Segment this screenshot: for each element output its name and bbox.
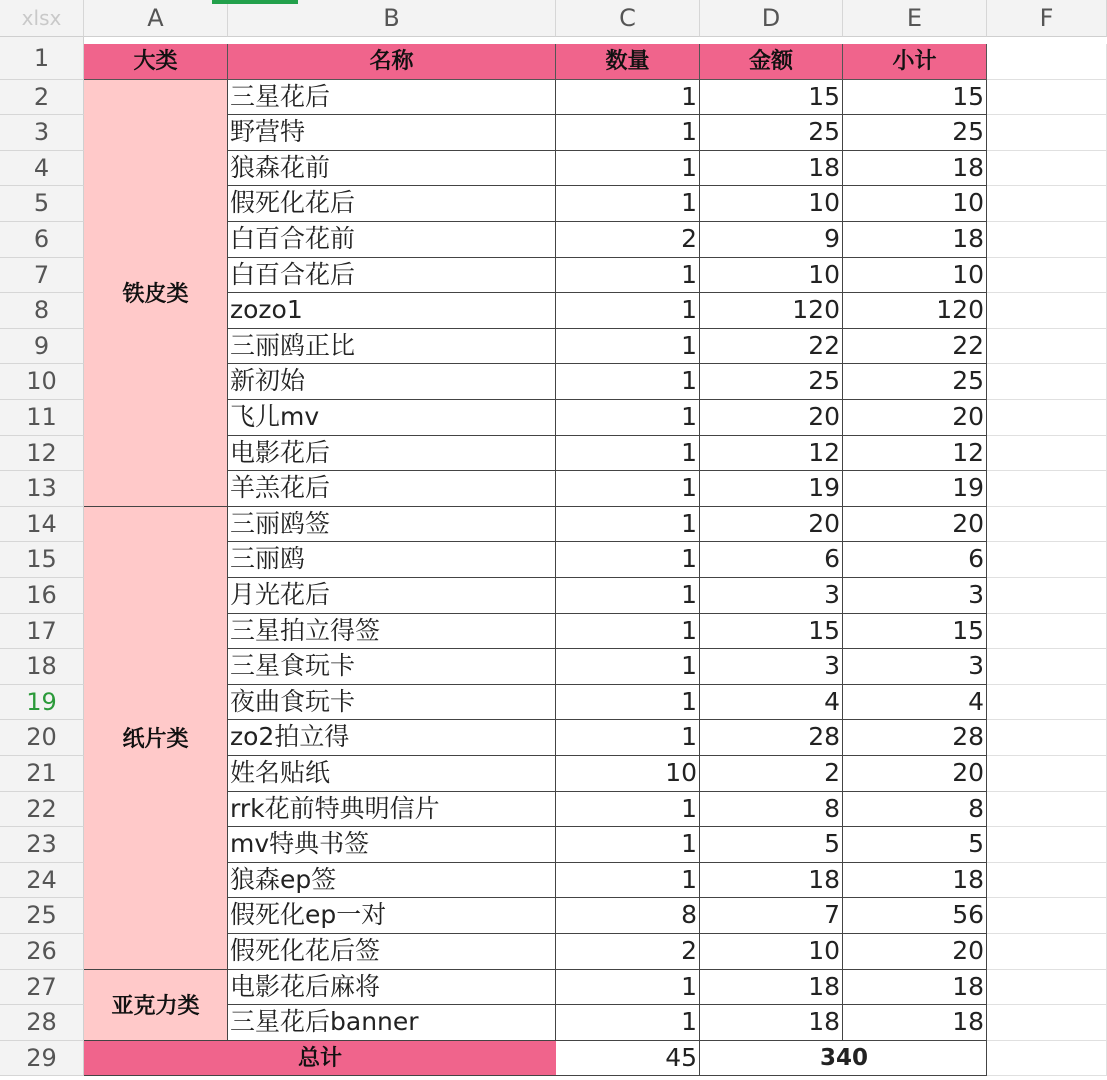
total-amount-cell[interactable]: 340: [700, 1041, 987, 1077]
total-label-cell[interactable]: 总计: [84, 1041, 556, 1077]
item-name-cell[interactable]: 新初始: [228, 364, 556, 400]
row-header-18[interactable]: 18: [0, 649, 84, 685]
qty-cell[interactable]: 1: [556, 186, 700, 222]
qty-cell[interactable]: 1: [556, 542, 700, 578]
row-header-22[interactable]: 22: [0, 792, 84, 828]
amount-cell[interactable]: 10: [700, 258, 843, 294]
total-qty-cell[interactable]: 45: [556, 1041, 700, 1077]
row-header-17[interactable]: 17: [0, 614, 84, 650]
empty-cell-F[interactable]: [987, 720, 1107, 756]
subtotal-cell[interactable]: 10: [843, 258, 987, 294]
subtotal-cell[interactable]: 3: [843, 578, 987, 614]
subtotal-cell[interactable]: 22: [843, 329, 987, 365]
row-header-8[interactable]: 8: [0, 293, 84, 329]
empty-cell-F[interactable]: [987, 507, 1107, 543]
row-header-15[interactable]: 15: [0, 542, 84, 578]
amount-cell[interactable]: 20: [700, 400, 843, 436]
empty-cell-F[interactable]: [987, 649, 1107, 685]
qty-cell[interactable]: 10: [556, 756, 700, 792]
column-header-E[interactable]: E: [843, 0, 987, 37]
subtotal-cell[interactable]: 8: [843, 792, 987, 828]
amount-cell[interactable]: 18: [700, 1005, 843, 1041]
row-header-5[interactable]: 5: [0, 186, 84, 222]
header-name[interactable]: 名称: [228, 44, 556, 80]
empty-cell-F[interactable]: [987, 614, 1107, 650]
qty-cell[interactable]: 1: [556, 863, 700, 899]
empty-cell-F[interactable]: [987, 863, 1107, 899]
row-header-29[interactable]: 29: [0, 1041, 84, 1077]
column-header-C[interactable]: C: [556, 0, 700, 37]
header-amount[interactable]: 金额: [700, 44, 843, 80]
qty-cell[interactable]: 1: [556, 685, 700, 721]
header-category[interactable]: 大类: [84, 44, 228, 80]
item-name-cell[interactable]: 电影花后: [228, 436, 556, 472]
qty-cell[interactable]: 1: [556, 507, 700, 543]
amount-cell[interactable]: 3: [700, 649, 843, 685]
qty-cell[interactable]: 2: [556, 222, 700, 258]
empty-cell-F[interactable]: [987, 827, 1107, 863]
qty-cell[interactable]: 1: [556, 115, 700, 151]
amount-cell[interactable]: 25: [700, 364, 843, 400]
subtotal-cell[interactable]: 19: [843, 471, 987, 507]
item-name-cell[interactable]: 三星拍立得签: [228, 614, 556, 650]
empty-cell-F[interactable]: [987, 542, 1107, 578]
column-header-B[interactable]: B: [228, 0, 556, 37]
empty-cell-F[interactable]: [987, 293, 1107, 329]
qty-cell[interactable]: 1: [556, 364, 700, 400]
subtotal-cell[interactable]: 20: [843, 507, 987, 543]
amount-cell[interactable]: 20: [700, 507, 843, 543]
amount-cell[interactable]: 15: [700, 80, 843, 116]
subtotal-cell[interactable]: 120: [843, 293, 987, 329]
item-name-cell[interactable]: 假死化花后: [228, 186, 556, 222]
row-header-16[interactable]: 16: [0, 578, 84, 614]
column-header-D[interactable]: D: [700, 0, 843, 37]
subtotal-cell[interactable]: 25: [843, 115, 987, 151]
qty-cell[interactable]: 1: [556, 578, 700, 614]
item-name-cell[interactable]: 三星花后banner: [228, 1005, 556, 1041]
row-header-11[interactable]: 11: [0, 400, 84, 436]
header-subtotal[interactable]: 小计: [843, 44, 987, 80]
subtotal-cell[interactable]: 15: [843, 80, 987, 116]
item-name-cell[interactable]: 狼森ep签: [228, 863, 556, 899]
subtotal-cell[interactable]: 25: [843, 364, 987, 400]
qty-cell[interactable]: 1: [556, 649, 700, 685]
row-header-7[interactable]: 7: [0, 258, 84, 294]
row-header-23[interactable]: 23: [0, 827, 84, 863]
subtotal-cell[interactable]: 56: [843, 898, 987, 934]
subtotal-cell[interactable]: 20: [843, 934, 987, 970]
empty-cell-F[interactable]: [987, 329, 1107, 365]
row-header-6[interactable]: 6: [0, 222, 84, 258]
item-name-cell[interactable]: 白百合花后: [228, 258, 556, 294]
subtotal-cell[interactable]: 20: [843, 756, 987, 792]
item-name-cell[interactable]: rrk花前特典明信片: [228, 792, 556, 828]
empty-cell-F29[interactable]: [987, 1041, 1107, 1077]
amount-cell[interactable]: 120: [700, 293, 843, 329]
item-name-cell[interactable]: 假死化花后签: [228, 934, 556, 970]
empty-cell-F[interactable]: [987, 685, 1107, 721]
qty-cell[interactable]: 1: [556, 827, 700, 863]
empty-cell-F[interactable]: [987, 898, 1107, 934]
subtotal-cell[interactable]: 20: [843, 400, 987, 436]
row-header-1[interactable]: 1: [0, 37, 84, 80]
qty-cell[interactable]: 1: [556, 329, 700, 365]
empty-cell-F[interactable]: [987, 151, 1107, 187]
qty-cell[interactable]: 1: [556, 293, 700, 329]
qty-cell[interactable]: 1: [556, 471, 700, 507]
subtotal-cell[interactable]: 12: [843, 436, 987, 472]
subtotal-cell[interactable]: 28: [843, 720, 987, 756]
empty-cell-F[interactable]: [987, 970, 1107, 1006]
category-cell[interactable]: 纸片类: [84, 507, 228, 970]
empty-cell-F[interactable]: [987, 756, 1107, 792]
row-header-25[interactable]: 25: [0, 898, 84, 934]
empty-cell-F[interactable]: [987, 186, 1107, 222]
cell-F1[interactable]: [987, 44, 1107, 80]
row-header-28[interactable]: 28: [0, 1005, 84, 1041]
amount-cell[interactable]: 2: [700, 756, 843, 792]
amount-cell[interactable]: 3: [700, 578, 843, 614]
row-header-19[interactable]: 19: [0, 685, 84, 721]
empty-cell-F[interactable]: [987, 222, 1107, 258]
subtotal-cell[interactable]: 18: [843, 970, 987, 1006]
subtotal-cell[interactable]: 4: [843, 685, 987, 721]
item-name-cell[interactable]: mv特典书签: [228, 827, 556, 863]
item-name-cell[interactable]: 假死化ep一对: [228, 898, 556, 934]
item-name-cell[interactable]: 飞儿mv: [228, 400, 556, 436]
amount-cell[interactable]: 19: [700, 471, 843, 507]
row-header-26[interactable]: 26: [0, 934, 84, 970]
select-all-corner[interactable]: xlsx: [0, 0, 84, 37]
item-name-cell[interactable]: 夜曲食玩卡: [228, 685, 556, 721]
empty-cell-F[interactable]: [987, 436, 1107, 472]
empty-cell-F[interactable]: [987, 258, 1107, 294]
item-name-cell[interactable]: 三星食玩卡: [228, 649, 556, 685]
empty-cell-F[interactable]: [987, 792, 1107, 828]
subtotal-cell[interactable]: 15: [843, 614, 987, 650]
header-qty[interactable]: 数量: [556, 44, 700, 80]
row-header-24[interactable]: 24: [0, 863, 84, 899]
subtotal-cell[interactable]: 3: [843, 649, 987, 685]
qty-cell[interactable]: 1: [556, 400, 700, 436]
empty-cell-F[interactable]: [987, 80, 1107, 116]
qty-cell[interactable]: 1: [556, 970, 700, 1006]
row-header-4[interactable]: 4: [0, 151, 84, 187]
item-name-cell[interactable]: 三丽鸥正比: [228, 329, 556, 365]
amount-cell[interactable]: 4: [700, 685, 843, 721]
subtotal-cell[interactable]: 18: [843, 1005, 987, 1041]
amount-cell[interactable]: 28: [700, 720, 843, 756]
subtotal-cell[interactable]: 18: [843, 863, 987, 899]
row-header-3[interactable]: 3: [0, 115, 84, 151]
row-header-9[interactable]: 9: [0, 329, 84, 365]
empty-cell-F[interactable]: [987, 1005, 1107, 1041]
amount-cell[interactable]: 15: [700, 614, 843, 650]
amount-cell[interactable]: 9: [700, 222, 843, 258]
row-header-12[interactable]: 12: [0, 436, 84, 472]
empty-cell-F[interactable]: [987, 364, 1107, 400]
amount-cell[interactable]: 25: [700, 115, 843, 151]
qty-cell[interactable]: 1: [556, 151, 700, 187]
empty-cell-F[interactable]: [987, 400, 1107, 436]
empty-cell-F[interactable]: [987, 471, 1107, 507]
amount-cell[interactable]: 8: [700, 792, 843, 828]
subtotal-cell[interactable]: 10: [843, 186, 987, 222]
qty-cell[interactable]: 8: [556, 898, 700, 934]
item-name-cell[interactable]: 野营特: [228, 115, 556, 151]
qty-cell[interactable]: 1: [556, 436, 700, 472]
column-header-F[interactable]: F: [987, 0, 1107, 37]
item-name-cell[interactable]: 三丽鸥: [228, 542, 556, 578]
qty-cell[interactable]: 2: [556, 934, 700, 970]
amount-cell[interactable]: 18: [700, 151, 843, 187]
column-header-A[interactable]: A: [84, 0, 228, 37]
qty-cell[interactable]: 1: [556, 1005, 700, 1041]
empty-cell-F[interactable]: [987, 934, 1107, 970]
row-header-2[interactable]: 2: [0, 80, 84, 116]
item-name-cell[interactable]: 三星花后: [228, 80, 556, 116]
amount-cell[interactable]: 10: [700, 934, 843, 970]
item-name-cell[interactable]: zozo1: [228, 293, 556, 329]
item-name-cell[interactable]: 白百合花前: [228, 222, 556, 258]
amount-cell[interactable]: 7: [700, 898, 843, 934]
amount-cell[interactable]: 5: [700, 827, 843, 863]
qty-cell[interactable]: 1: [556, 258, 700, 294]
item-name-cell[interactable]: zo2拍立得: [228, 720, 556, 756]
subtotal-cell[interactable]: 6: [843, 542, 987, 578]
item-name-cell[interactable]: 狼森花前: [228, 151, 556, 187]
subtotal-cell[interactable]: 5: [843, 827, 987, 863]
row-header-21[interactable]: 21: [0, 756, 84, 792]
amount-cell[interactable]: 18: [700, 970, 843, 1006]
amount-cell[interactable]: 6: [700, 542, 843, 578]
empty-cell-F[interactable]: [987, 115, 1107, 151]
item-name-cell[interactable]: 羊羔花后: [228, 471, 556, 507]
item-name-cell[interactable]: 电影花后麻将: [228, 970, 556, 1006]
row-header-10[interactable]: 10: [0, 364, 84, 400]
category-cell[interactable]: 亚克力类: [84, 970, 228, 1041]
qty-cell[interactable]: 1: [556, 792, 700, 828]
row-header-20[interactable]: 20: [0, 720, 84, 756]
subtotal-cell[interactable]: 18: [843, 222, 987, 258]
amount-cell[interactable]: 10: [700, 186, 843, 222]
qty-cell[interactable]: 1: [556, 80, 700, 116]
qty-cell[interactable]: 1: [556, 614, 700, 650]
amount-cell[interactable]: 12: [700, 436, 843, 472]
item-name-cell[interactable]: 姓名贴纸: [228, 756, 556, 792]
subtotal-cell[interactable]: 18: [843, 151, 987, 187]
item-name-cell[interactable]: 三丽鸥签: [228, 507, 556, 543]
item-name-cell[interactable]: 月光花后: [228, 578, 556, 614]
amount-cell[interactable]: 18: [700, 863, 843, 899]
qty-cell[interactable]: 1: [556, 720, 700, 756]
empty-cell-F[interactable]: [987, 578, 1107, 614]
row-header-13[interactable]: 13: [0, 471, 84, 507]
row-header-14[interactable]: 14: [0, 507, 84, 543]
row-header-27[interactable]: 27: [0, 970, 84, 1006]
amount-cell[interactable]: 22: [700, 329, 843, 365]
category-cell[interactable]: 铁皮类: [84, 80, 228, 507]
selection-indicator: [212, 0, 298, 4]
